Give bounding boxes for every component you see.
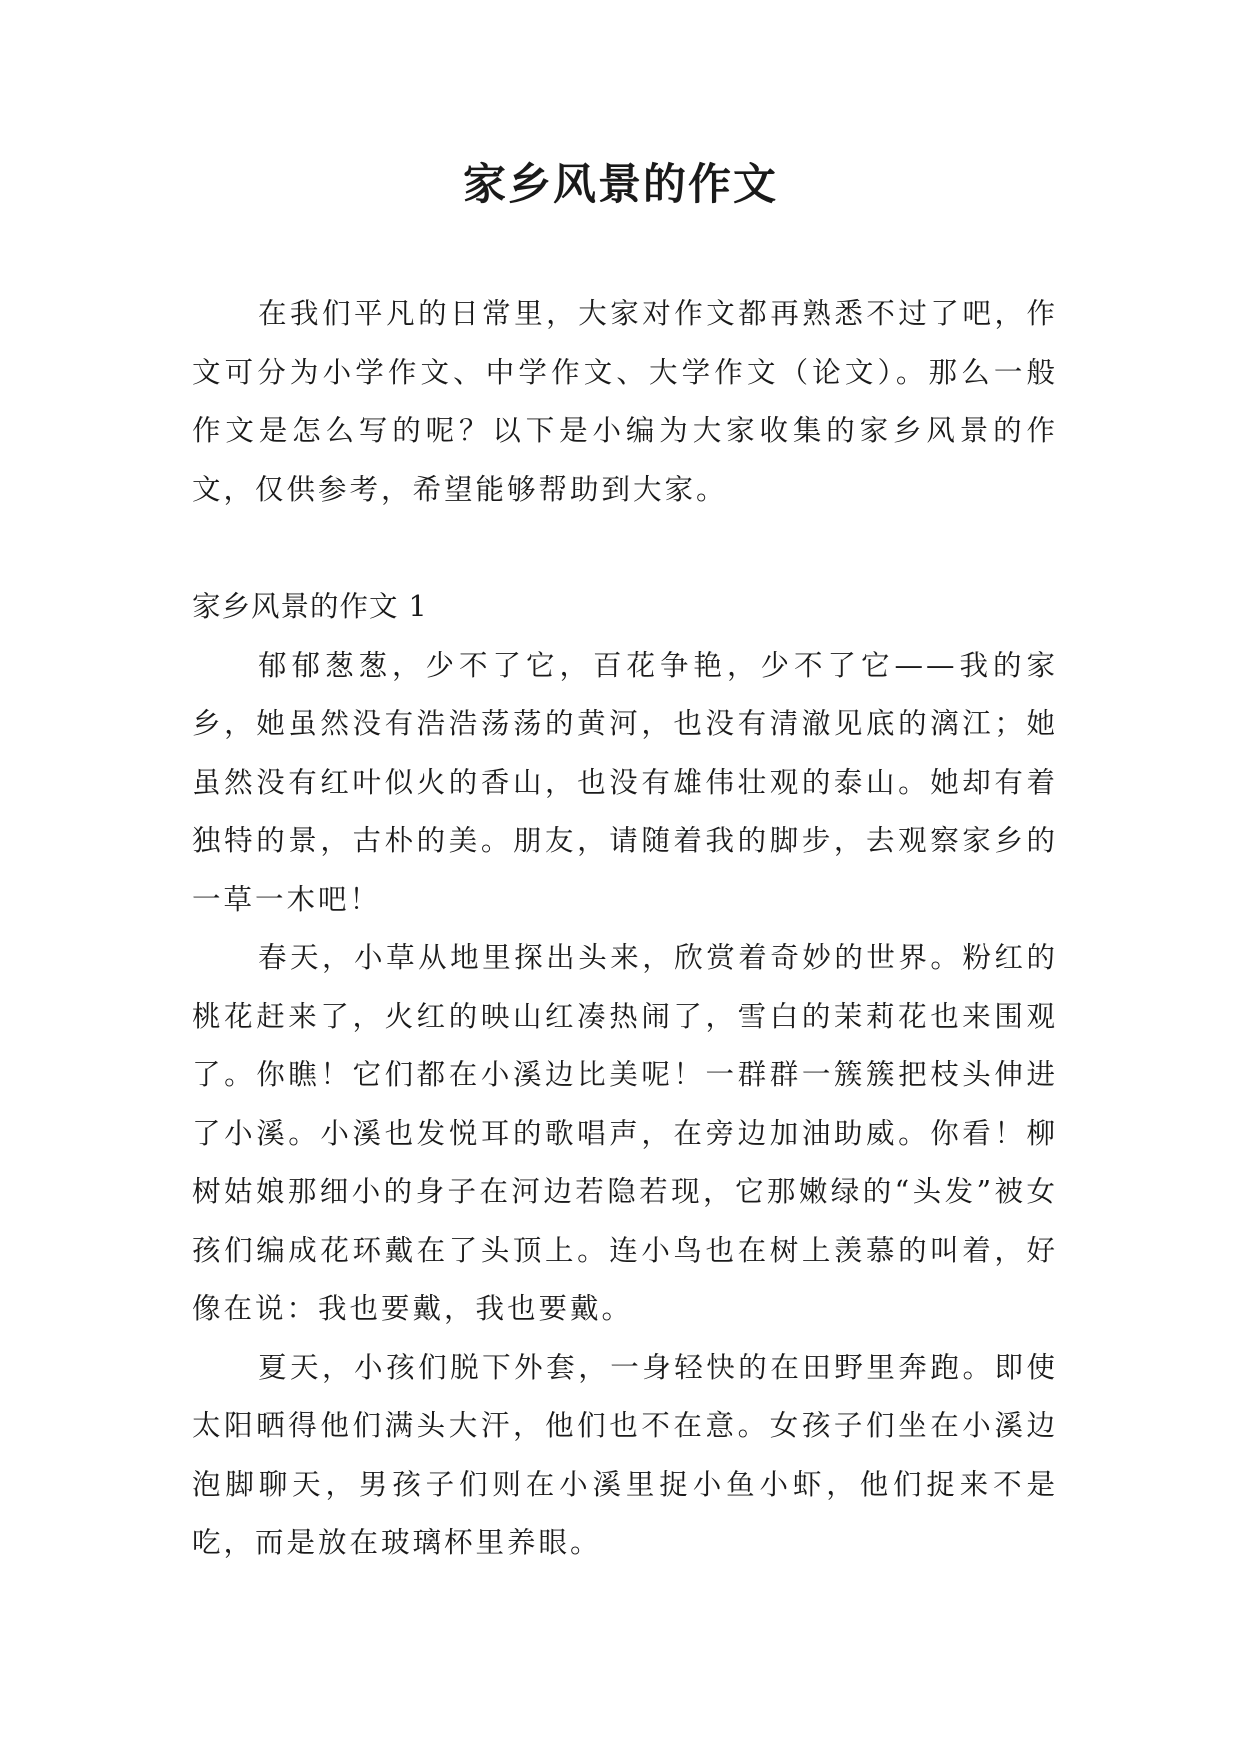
- essay-paragraph-1: 郁郁葱葱，少不了它，百花争艳，少不了它——我的家乡，她虽然没有浩浩荡荡的黄河，也没有清澈见底的漓江；她虽然没有红叶似火的香山，也没有雄伟壮观的泰山。她却有着独特的景，古朴的美。朋友，请随着我的脚步，去观察家乡的一草一木吧！: [192, 648, 1058, 916]
- document-title: 家乡风景的作文: [463, 160, 778, 210]
- essay-paragraph-3: 夏天，小孩们脱下外套，一身轻快的在田野里奔跑。即使太阳晒得他们满头大汗，他们也不在意。女孩子们坐在小溪边泡脚聊天，男孩子们则在小溪里捉小鱼小虾，他们捉来不是吃，而是放在玻璃杯里养眼。: [192, 1350, 1058, 1559]
- intro-paragraph: 在我们平凡的日常里，大家对作文都再熟悉不过了吧，作文可分为小学作文、中学作文、大学作文（论文）。那么一般作文是怎么写的呢？以下是小编为大家收集的家乡风景的作文，仅供参考，希望能够帮助到大家。: [192, 297, 1058, 506]
- essay-paragraph-2: 春天，小草从地里探出头来，欣赏着奇妙的世界。粉红的桃花赶来了，火红的映山红凑热闹了，雪白的茉莉花也来围观了。你瞧！它们都在小溪边比美呢！一群群一簇簇把枝头伸进了小溪。小溪也发悦耳的歌唱声，在旁边加油助威。你看！柳树姑娘那细小的身子在河边若隐若现，它那嫩绿的“头发”被女孩们编成花环戴在了头顶上。连小鸟也在树上羡慕的叫着，好像在说：我也要戴，我也要戴。: [192, 941, 1058, 1325]
- essay-section: [192, 578, 1058, 1573]
- section-heading: 家乡风景的作文 1: [192, 590, 428, 623]
